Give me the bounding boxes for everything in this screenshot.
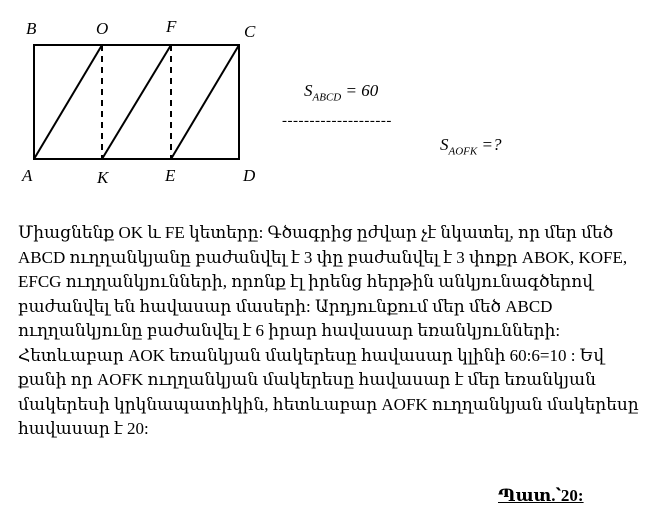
vertex-label-c: C (244, 22, 256, 41)
separator-dashes: -------------------- (282, 113, 392, 129)
vertex-label-e: E (165, 166, 176, 185)
vertex-label-d: D (243, 166, 256, 185)
solution-paragraph: Միացնենք OK և FE կետերը: Գծագրից ըժվար չէ նկատել, որ մեր մեծ ABCD ուղղանկյանը բաժանվել է 3 փը բաժանվել է 3 փոքր ABOK, KOFE, EFCG ուղղանկյունների, որոնք էլ իրենց հերթին անկյունագծերով բաժանվել են հավասար մասերի: Արդյունքում մեր մեծ ABCD ուղղանկյունը բաժանվել է 6 իրար հավասար եռանկյունների: Հետևաբար AOK եռանկյան մակերեսը հավասար կլինի 60:6=10 : Եվ քանի որ AOFK ուղղանկյան մակերեսը հավասար է մեր եռանկյան մակերեսի կրկնապատիկին, հետևաբար AOFK ուղղանկյան մակերեսը հավասար է 20: (18, 223, 639, 438)
vertex-label-k: K (97, 168, 109, 187)
vertex-label-b: B (26, 19, 37, 38)
given-area-subscript: ABCD (312, 91, 342, 104)
unknown-area-symbol: S (440, 135, 449, 154)
given-area-value: = 60 (341, 81, 379, 100)
unknown-area-question: =? (477, 135, 502, 154)
answer-label: Պատ.՝20: (498, 486, 584, 505)
unknown-area-formula (440, 136, 501, 157)
solution-text (18, 221, 648, 442)
vertex-label-a: A (22, 166, 33, 185)
given-area-symbol: S (304, 81, 313, 100)
vertex-label-f: F (166, 17, 177, 36)
given-area-formula (304, 82, 378, 103)
vertex-label-o: O (96, 19, 109, 38)
geometry-figure (0, 0, 660, 200)
diagonal-ec (171, 45, 239, 159)
unknown-area-subscript: AOFK (448, 145, 478, 158)
diagonal-ao (34, 45, 102, 159)
diagonal-kf (102, 45, 171, 159)
